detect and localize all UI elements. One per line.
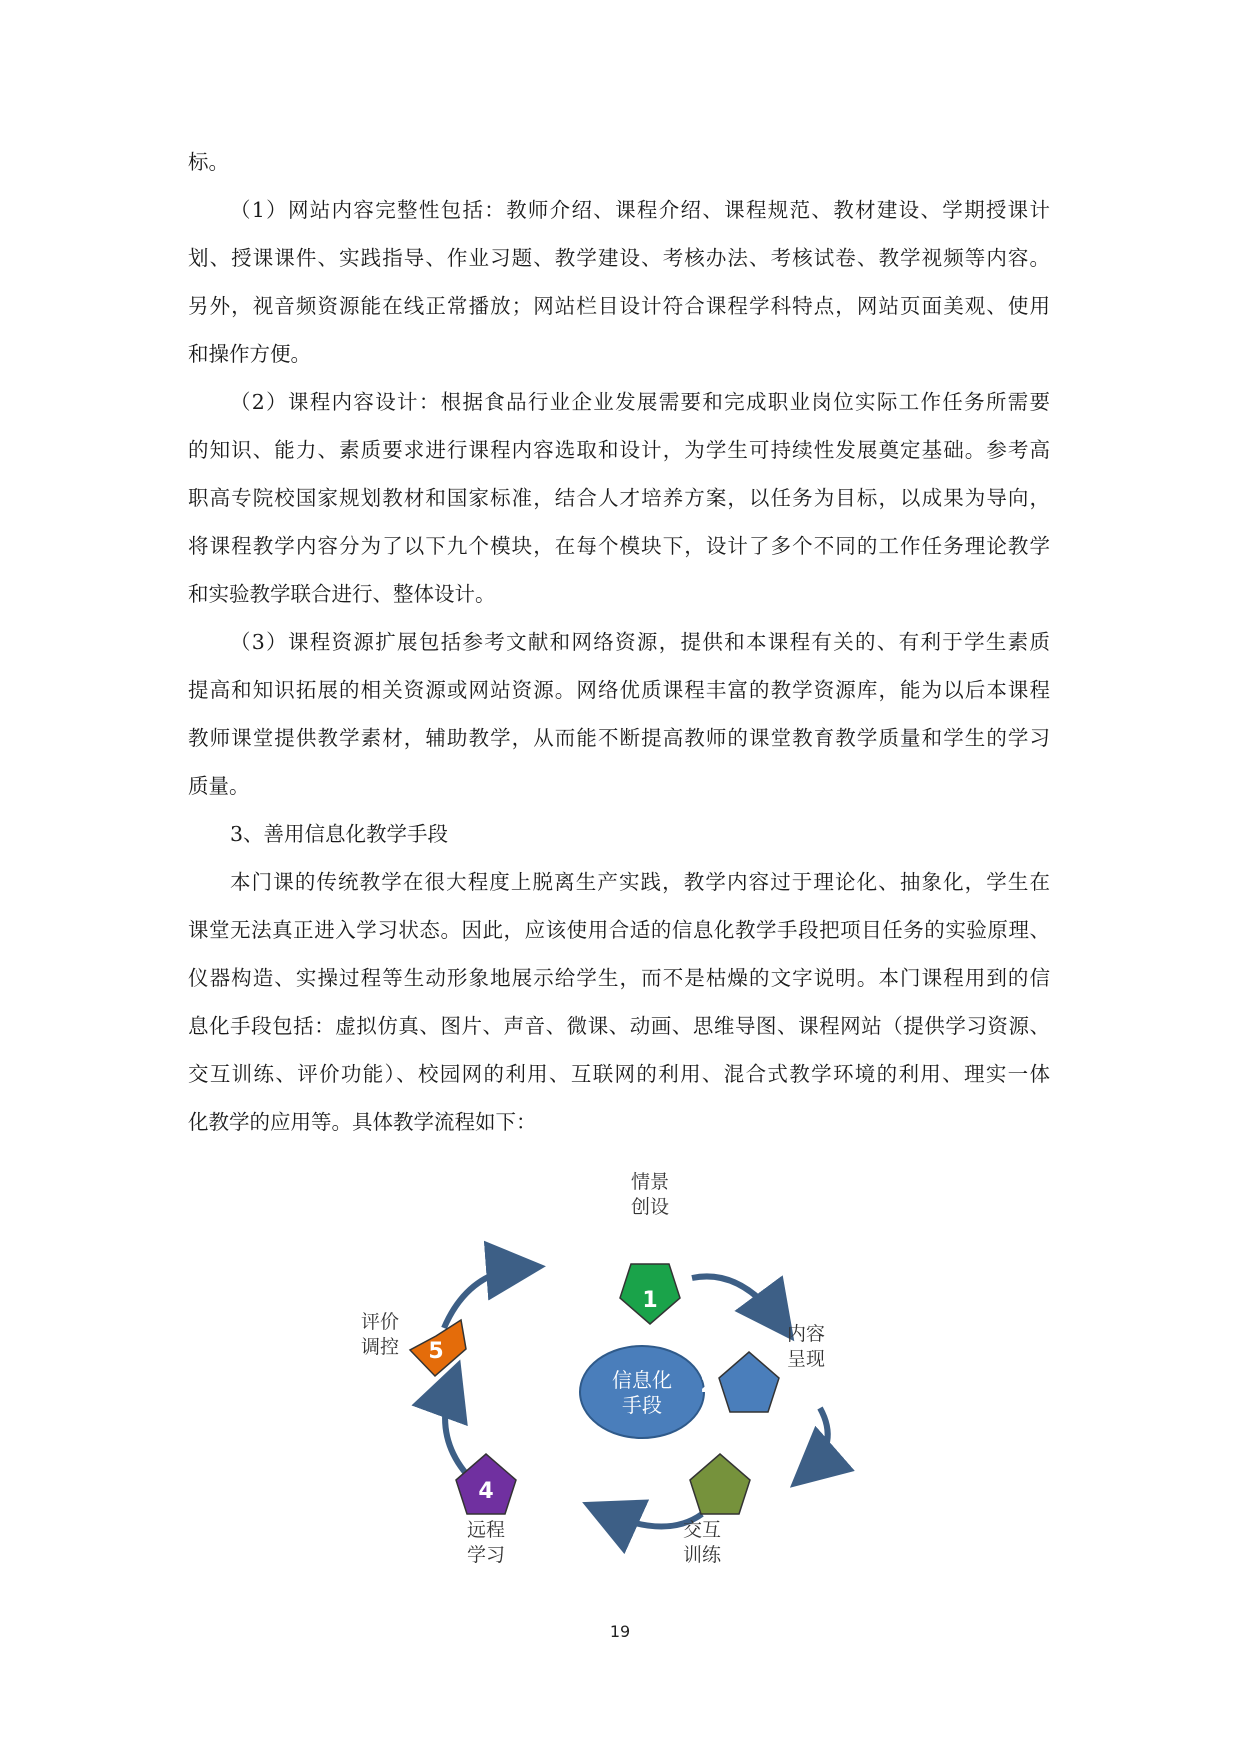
step-2-number: 2 [700, 1373, 716, 1398]
paragraph-3-line: （3）课程资源扩展包括参考文献和网络资源，提供和本课程有关的、有利于学生素质 [230, 630, 1050, 654]
step-4-label-line1: 远程 [466, 1519, 505, 1541]
step-3-number: 3 [675, 1479, 691, 1504]
step-5-label [340, 1310, 420, 1360]
page-number: 19 [609, 1622, 631, 1641]
paragraph-4-line: 息化手段包括：虚拟仿真、图片、声音、微课、动画、思维导图、课程网站（提供学习资源、 [188, 1014, 1050, 1038]
paragraph-4-line: 仪器构造、实操过程等生动形象地展示给学生，而不是枯燥的文字说明。本门课程用到的信 [188, 966, 1050, 990]
step-4-label [446, 1518, 526, 1568]
center-label-line1: 信息化 [612, 1368, 672, 1392]
step-1-number: 1 [642, 1288, 658, 1313]
step-4-label-line2: 学习 [466, 1544, 505, 1566]
step-2-label [766, 1322, 846, 1372]
text-line: 标。 [188, 150, 229, 174]
paragraph-2-line: （2）课程内容设计：根据食品行业企业发展需要和完成职业岗位实际工作任务所需要 [230, 390, 1050, 414]
arrow-2-to-3 [808, 1408, 828, 1472]
paragraph-2-line: 将课程教学内容分为了以下九个模块，在每个模块下，设计了多个不同的工作任务理论教学 [188, 534, 1050, 558]
step-3-label-line1: 交互 [682, 1519, 721, 1541]
step-1-label [610, 1170, 690, 1220]
center-ellipse [580, 1346, 704, 1438]
step-1-label-line2: 创设 [630, 1196, 669, 1218]
paragraph-1-line: 划、授课课件、实践指导、作业习题、教学建设、考核办法、考核试卷、教学视频等内容。 [188, 246, 1050, 270]
step-3-label [662, 1518, 742, 1568]
step-3-label-line2: 训练 [682, 1544, 721, 1566]
paragraph-2-line: 和实验教学联合进行、整体设计。 [188, 582, 496, 606]
paragraph-4-line: 交互训练、评价功能）、校园网的利用、互联网的利用、混合式教学环境的利用、理实一体 [188, 1062, 1050, 1086]
center-label-line2: 手段 [622, 1393, 662, 1417]
paragraph-1-line: 另外，视音频资源能在线正常播放；网站栏目设计符合课程学科特点，网站页面美观、使用 [188, 294, 1050, 318]
step-5-number: 5 [428, 1339, 444, 1364]
paragraph-3-line: 质量。 [188, 774, 250, 798]
section-heading: 3、善用信息化教学手段 [230, 822, 449, 846]
teaching-flow-diagram [360, 1171, 880, 1580]
step-3-pentagon [690, 1454, 750, 1514]
step-4-number: 4 [478, 1479, 494, 1504]
paragraph-2-line: 职高专院校国家规划教材和国家标准，结合人才培养方案，以任务为目标，以成果为导向， [188, 486, 1050, 510]
paragraph-4-line: 课堂无法真正进入学习状态。因此，应该使用合适的信息化教学手段把项目任务的实验原理、 [188, 918, 1050, 942]
paragraph-4-line: 本门课的传统教学在很大程度上脱离生产实践，教学内容过于理论化、抽象化，学生在 [230, 870, 1050, 894]
arrow-5-to-1 [444, 1268, 522, 1328]
paragraph-2-line: 的知识、能力、素质要求进行课程内容选取和设计，为学生可持续性发展奠定基础。参考高 [188, 438, 1050, 462]
paragraph-3-line: 教师课堂提供教学素材，辅助教学，从而能不断提高教师的课堂教育教学质量和学生的学习 [188, 726, 1050, 750]
paragraph-4-line: 化教学的应用等。具体教学流程如下： [188, 1110, 537, 1134]
step-2-label-line2: 呈现 [786, 1348, 825, 1370]
paragraph-1-line: 和操作方便。 [188, 342, 311, 366]
step-2-label-line1: 内容 [786, 1323, 825, 1345]
step-5-label-line2: 调控 [360, 1336, 399, 1358]
step-1-label-line1: 情景 [630, 1171, 669, 1193]
arrow-1-to-2 [692, 1276, 780, 1322]
step-5-label-line1: 评价 [360, 1311, 399, 1333]
paragraph-1-line: （1）网站内容完整性包括：教师介绍、课程介绍、课程规范、教材建设、学期授课计 [230, 198, 1050, 222]
paragraph-3-line: 提高和知识拓展的相关资源或网站资源。网络优质课程丰富的教学资源库，能为以后本课程 [188, 678, 1050, 702]
